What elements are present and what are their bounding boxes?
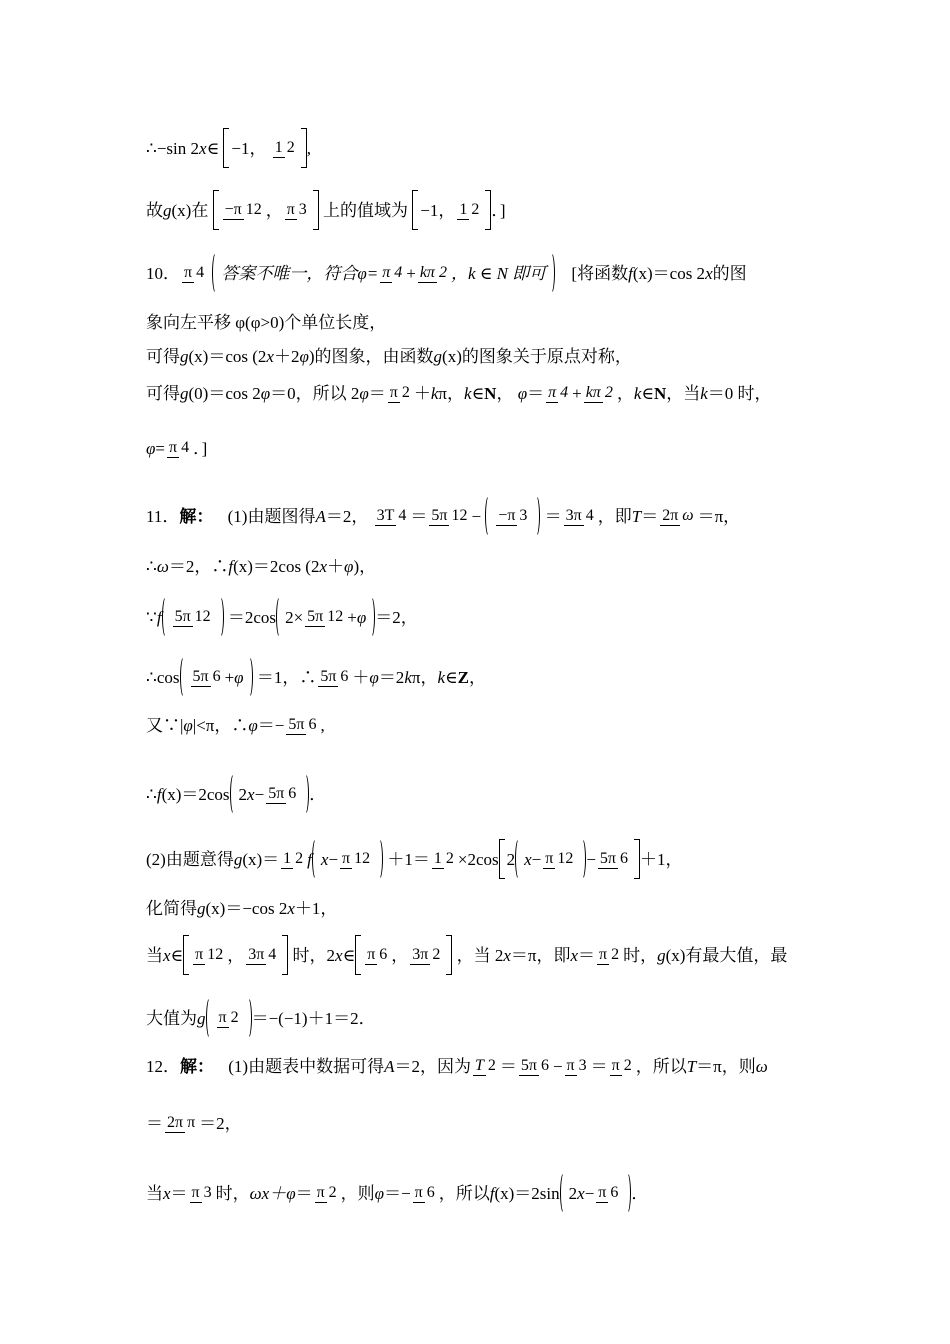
line-11: ∴cos 5π 6 +φ ＝1，∴ 5π 6 ＋φ＝2kπ，k∈Z， [146, 656, 826, 698]
line-13: ∴f(x)＝2cos 2x− 5π 6 ． [146, 773, 826, 815]
problem-number: 12． [146, 1056, 180, 1076]
line-1: ∴−sin 2x∈ −1， 1 2 , [146, 128, 826, 168]
fraction: −π 12 [224, 200, 262, 218]
line-6: 可得g(0)＝cos 2φ＝0，所以 2φ＝ π 2 ＋kπ，k∈N， φ＝ π 4 + kπ 2 ，k∈N，当k＝0 时， [146, 383, 772, 403]
line-8-problem-11: 11．解： (1)由题图得A＝2， 3T 4 ＝ 5π 12 − −π 3 ＝ 3π 4 ，即T＝ 2π ω ＝π， [146, 495, 826, 537]
left-bracket [223, 128, 229, 168]
fraction: 1 2 [274, 138, 295, 156]
line-16: 当x∈ π 12 ， 3π 4 时，2x∈ π 6 ， 3π 2 ，当 2x＝π，即x＝ π 2 时，g(x)有最大值，最 [146, 935, 826, 975]
problem-number: 11． [146, 506, 180, 526]
line-17: 大值为g π 2 ＝−(−1)＋1＝2． [146, 997, 826, 1039]
problem-number: 10． [146, 263, 180, 283]
line-20: 当x＝ π 3 时，ωx＋φ＝ π 2 ，则φ＝− π 6 ，所以f(x)＝2sin 2x− π 6 ． [146, 1172, 826, 1214]
line-4: 象向左平移 φ(φ>0)个单位长度， [146, 312, 387, 332]
line-5: 可得g(x)＝cos (2x＋2φ)的图象，由函数g(x)的图象关于原点对称， [146, 346, 632, 366]
line-10: ∵f 5π 12 ＝2cos 2× 5π 12 +φ ＝2， [146, 596, 826, 638]
line-18-problem-12: 12．解： (1)由题表中数据可得A＝2，因为 T 2 ＝ 5π 6 − π 3 ＝ π 2 ，所以T＝π，则ω [146, 1056, 768, 1076]
line-3-problem-10: 10． π 4 答案不唯一，符合φ= π 4 + kπ 2 ，k ∈ N 即可 [将函数f(x)＝cos 2x的图 [146, 252, 826, 294]
line-15: 化简得g(x)＝−cos 2x＋1， [146, 898, 338, 918]
line-19: ＝ 2π π ＝2， [146, 1113, 242, 1133]
line-2: 故g(x)在 −π 12 ， π 3 上的值域为 −1， 1 2 ．] [146, 190, 826, 230]
line-12: 又∵|φ|<π，∴φ＝− 5π 6 , [146, 715, 325, 735]
therefore-symbol: ∴ [146, 138, 157, 158]
line-14: (2)由题意得g(x)＝ 1 2 f x− π 12 ＋1＝ 1 2 ×2cos 2 x− π 12 − 5π 6 ＋1， [146, 838, 826, 880]
line-7: φ= π 4 ．] [146, 438, 208, 458]
line-9: ∴ω＝2，∴f(x)＝2cos (2x＋φ)， [146, 556, 377, 576]
